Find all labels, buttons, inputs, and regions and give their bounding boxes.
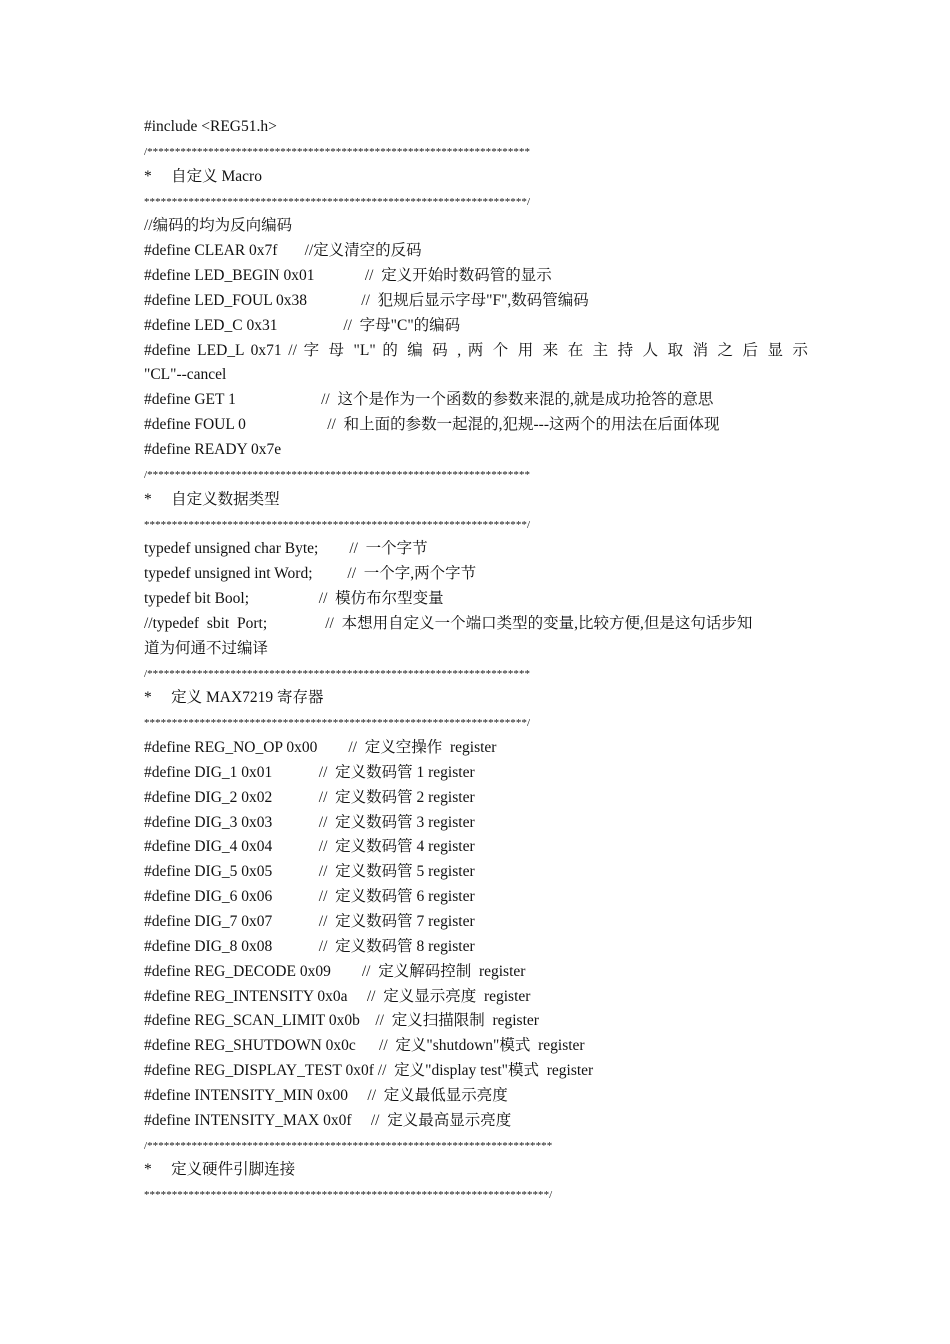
code-line: #define DIG_7 0x07 // 定义数码管 7 register xyxy=(144,913,475,930)
code-line: //编码的均为反向编码 xyxy=(144,217,293,235)
code-line: #define DIG_5 0x05 // 定义数码管 5 register xyxy=(144,863,475,881)
code-line: #define DIG_3 0x03 // 定义数码管 3 register xyxy=(144,813,475,831)
comment-divider-line: /************************************************************************* xyxy=(144,1139,553,1152)
code-line: * 定义 MAX7219 寄存器 xyxy=(144,689,324,707)
code-line: typedef bit Bool; // 模仿布尔型变量 xyxy=(144,590,444,608)
comment-divider-line: *********************************************************************/ xyxy=(144,518,531,531)
code-line: #define LED_C 0x31 // 字母"C"的编码 xyxy=(144,316,461,334)
code-line: #define READY 0x7e xyxy=(144,440,282,458)
comment-divider-line: /********************************************************************* xyxy=(144,145,531,158)
comment-divider-line: /********************************************************************* xyxy=(144,468,531,481)
code-line: 道为何通不过编译 xyxy=(144,639,269,657)
code-line: * 自定义数据类型 xyxy=(144,490,280,508)
code-line: #define FOUL 0 // 和上面的参数一起混的,犯规---这两个的用法在后面体现 xyxy=(144,416,720,434)
code-line: typedef unsigned char Byte; // 一个字节 xyxy=(144,540,428,558)
comment-divider-line: *********************************************************************/ xyxy=(144,717,531,730)
code-line: #define REG_INTENSITY 0x0a // 定义显示亮度 register xyxy=(144,987,531,1005)
code-line: #define CLEAR 0x7f //定义清空的反码 xyxy=(144,242,422,260)
code-line: #include <REG51.h> xyxy=(144,118,277,135)
code-line: #define DIG_6 0x06 // 定义数码管 6 register xyxy=(144,888,475,906)
code-line: typedef unsigned int Word; // 一个字,两个字节 xyxy=(144,565,477,583)
code-line: #define DIG_4 0x04 // 定义数码管 4 register xyxy=(144,838,475,856)
comment-divider-line: /********************************************************************* xyxy=(144,667,531,680)
code-line: #define REG_DISPLAY_TEST 0x0f // 定义"display test"模式 register xyxy=(144,1062,594,1080)
code-line: * 自定义 Macro xyxy=(144,167,262,185)
code-line: #define DIG_1 0x01 // 定义数码管 1 register xyxy=(144,763,475,781)
code-line: #define REG_SHUTDOWN 0x0c // 定义"shutdown"模式 register xyxy=(144,1037,585,1055)
comment-divider-line: *********************************************************************/ xyxy=(144,195,531,208)
code-line: #define LED_L 0x71 // 字 母 "L" 的 编 码 , 两 个 用 来 在 主 持 人 取 消 之 后 显 示 xyxy=(144,341,808,359)
code-line: #define DIG_2 0x02 // 定义数码管 2 register xyxy=(144,788,475,806)
comment-divider-line: *************************************************************************/ xyxy=(144,1189,553,1202)
code-line: #define LED_BEGIN 0x01 // 定义开始时数码管的显示 xyxy=(144,267,552,285)
code-line: * 定义硬件引脚连接 xyxy=(144,1161,296,1179)
code-line: #define REG_NO_OP 0x00 // 定义空操作 register xyxy=(144,739,497,757)
code-line: "CL"--cancel xyxy=(144,366,227,384)
code-line: #define REG_SCAN_LIMIT 0x0b // 定义扫描限制 register xyxy=(144,1012,539,1030)
code-line: #define GET 1 // 这个是作为一个函数的参数来混的,就是成功抢答的意思 xyxy=(144,391,714,409)
document-body xyxy=(144,115,814,1208)
code-line: //typedef sbit Port; // 本想用自定义一个端口类型的变量,比较方便,但是这句话步知 xyxy=(144,614,753,632)
code-line: #define INTENSITY_MIN 0x00 // 定义最低显示亮度 xyxy=(144,1086,508,1104)
code-line: #define INTENSITY_MAX 0x0f // 定义最高显示亮度 xyxy=(144,1111,512,1129)
code-line: #define REG_DECODE 0x09 // 定义解码控制 register xyxy=(144,962,526,980)
code-line: #define LED_FOUL 0x38 // 犯规后显示字母"F",数码管编码 xyxy=(144,291,589,309)
code-line: #define DIG_8 0x08 // 定义数码管 8 register xyxy=(144,937,475,955)
